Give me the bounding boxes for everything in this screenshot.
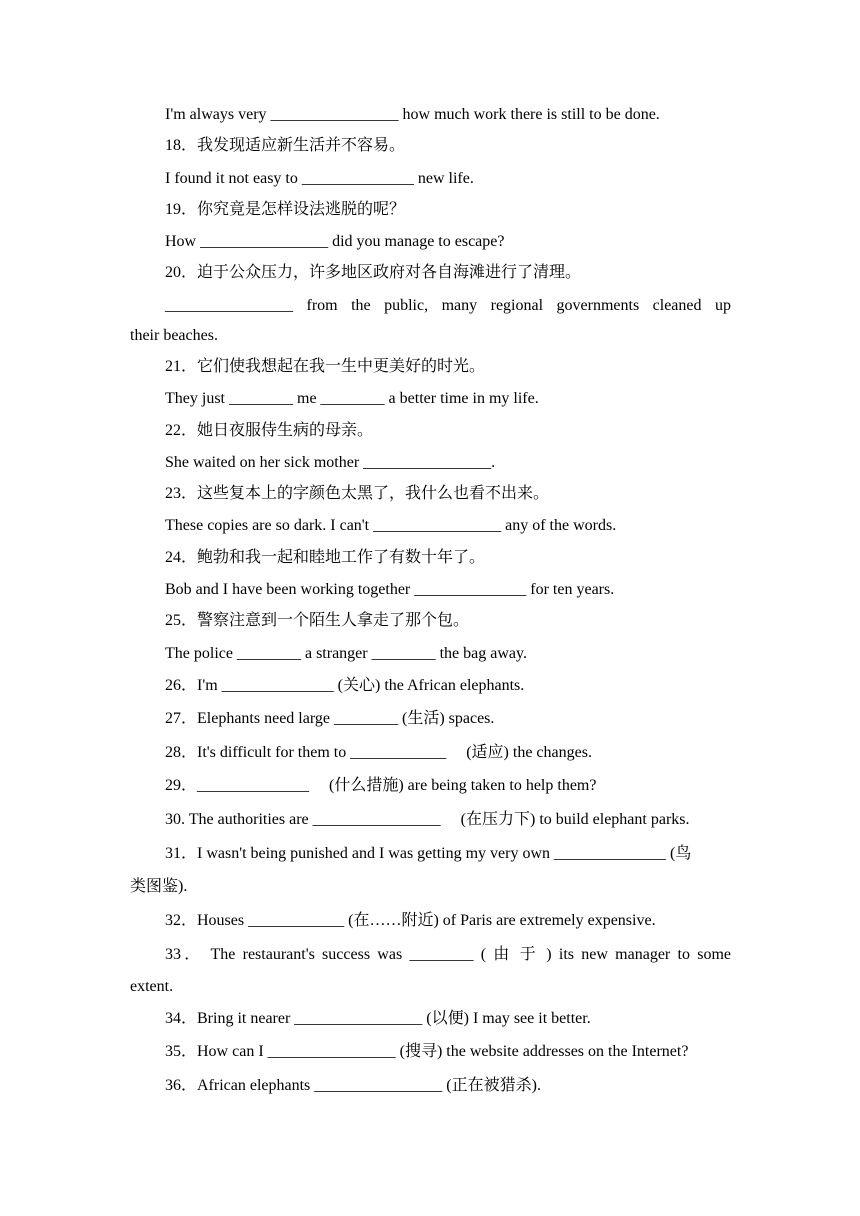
question-36: 36．African elephants ________________ (正在被猎杀). [165, 1077, 541, 1094]
line-18-answer: I found it not easy to ______________ new life. [165, 170, 474, 187]
line-19-answer: How ________________ did you manage to escape? [165, 233, 505, 250]
question-29: 29．______________ (什么措施) are being taken to help them? [165, 777, 597, 794]
question-19: 19．你究竟是怎样设法逃脱的呢？ [165, 201, 406, 218]
line-24-answer: Bob and I have been working together ______________ for ten years. [165, 581, 615, 598]
question-30: 30. The authorities are ________________ (在压力下) to build elephant parks. [165, 811, 690, 828]
question-28: 28．It's difficult for them to ____________ (适应) the changes. [165, 744, 592, 761]
question-31-cont: 类图鉴). [130, 878, 188, 895]
question-22: 22．她日夜服侍生病的母亲。 [165, 422, 374, 439]
question-24: 24．鲍勃和我一起和睦地工作了有数十年了。 [165, 549, 486, 566]
question-33-cont: extent. [130, 978, 174, 995]
line-21-answer: They just ________ me ________ a better time in my life. [165, 390, 539, 407]
line-20-answer-cont: their beaches. [130, 327, 218, 344]
question-20: 20．迫于公众压力，许多地区政府对各自海滩进行了清理。 [165, 264, 582, 281]
question-35: 35．How can I ________________ (搜寻) the website addresses on the Internet? [165, 1043, 689, 1060]
question-26: 26．I'm ______________ (关心) the African elephants. [165, 677, 525, 694]
question-25: 25．警察注意到一个陌生人拿走了那个包。 [165, 612, 470, 629]
question-27: 27．Elephants need large ________ (生活) spaces. [165, 710, 495, 727]
question-32: 32．Houses ____________ (在……附近) of Paris are extremely expensive. [165, 912, 656, 929]
question-33: 33． The restaurant's success was ________ ( 由 于 ) its new manager to some [165, 946, 731, 963]
question-18: 18．我发现适应新生活并不容易。 [165, 137, 406, 154]
line-23-answer: These copies are so dark. I can't ________________ any of the words. [165, 517, 617, 534]
line-25-answer: The police ________ a stranger ________ the bag away. [165, 645, 527, 662]
question-21: 21．它们使我想起在我一生中更美好的时光。 [165, 358, 486, 375]
question-31: 31．I wasn't being punished and I was getting my very own ______________ (鸟 [165, 845, 692, 862]
line-20-answer: ________________ from the public, many regional governments cleaned up [165, 297, 731, 314]
question-34: 34．Bring it nearer ________________ (以便) I may see it better. [165, 1010, 591, 1027]
line-22-answer: She waited on her sick mother ________________. [165, 454, 496, 471]
question-23: 23．这些复本上的字颜色太黑了，我什么也看不出来。 [165, 485, 550, 502]
line-17-answer: I'm always very ________________ how much work there is still to be done. [165, 106, 660, 123]
